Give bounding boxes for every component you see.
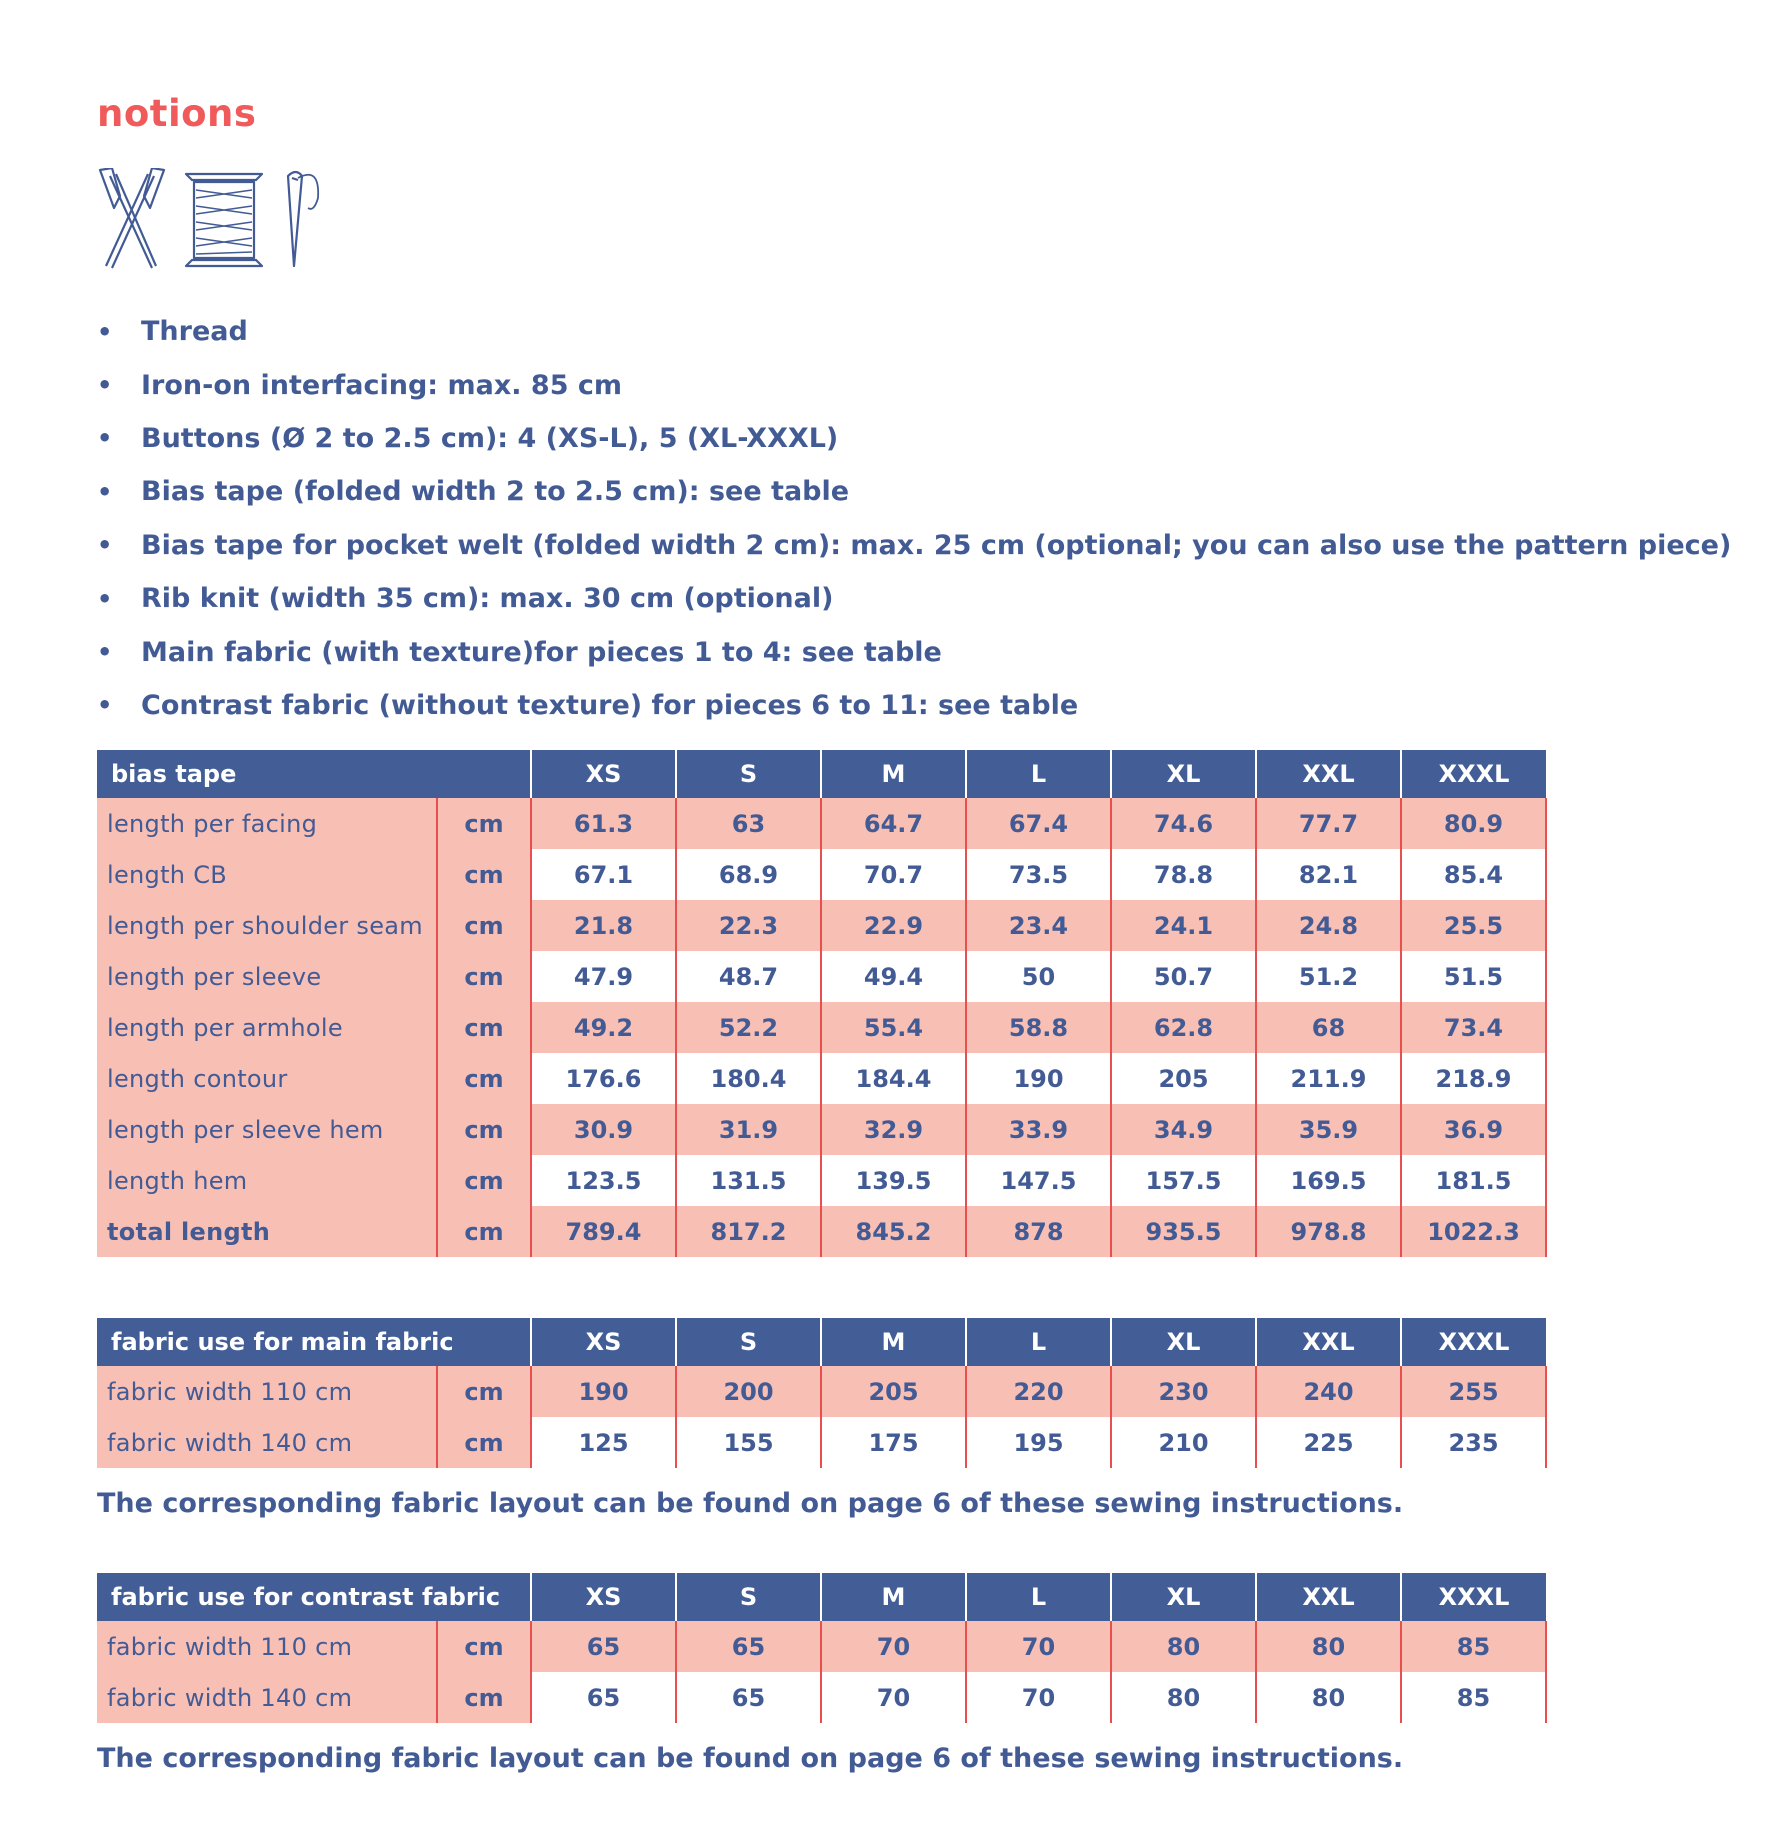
value-cell: 55.4: [821, 1002, 966, 1053]
table-row: [97, 1417, 1546, 1468]
value-cell: 50.7: [1111, 951, 1256, 1002]
value-cell: 210: [1111, 1417, 1256, 1468]
value-cell: 190: [531, 1366, 676, 1417]
table-row: [97, 951, 1546, 1002]
size-header: M: [821, 1573, 966, 1621]
value-cell: 180.4: [676, 1053, 821, 1104]
value-cell: 789.4: [531, 1206, 676, 1257]
value-cell: 70: [821, 1672, 966, 1723]
table-row: [97, 1053, 1546, 1104]
size-header: S: [676, 750, 821, 798]
row-unit: cm: [437, 1155, 531, 1206]
value-cell: 176.6: [531, 1053, 676, 1104]
row-unit: cm: [437, 1366, 531, 1417]
value-cell: 80.9: [1401, 798, 1546, 849]
value-cell: 80: [1111, 1621, 1256, 1672]
table-row: [97, 1155, 1546, 1206]
value-cell: 33.9: [966, 1104, 1111, 1155]
value-cell: 70.7: [821, 849, 966, 900]
size-header: L: [966, 1573, 1111, 1621]
table-row: [97, 1366, 1546, 1417]
main-fabric-note: The corresponding fabric layout can be found on page 6 of these sewing instructions.: [97, 1488, 1404, 1519]
value-cell: 175: [821, 1417, 966, 1468]
size-header: XXXL: [1401, 1573, 1546, 1621]
notion-item: [97, 358, 1731, 411]
table-row: [97, 1002, 1546, 1053]
row-label: length contour: [97, 1053, 437, 1104]
value-cell: 31.9: [676, 1104, 821, 1155]
row-unit: cm: [437, 1053, 531, 1104]
row-label: length per shoulder seam: [97, 900, 437, 951]
value-cell: 190: [966, 1053, 1111, 1104]
size-header: XXL: [1256, 1573, 1401, 1621]
value-cell: 1022.3: [1401, 1206, 1546, 1257]
needle-icon: [288, 172, 318, 266]
notion-item: [97, 305, 1731, 358]
notion-item: [97, 679, 1731, 732]
value-cell: 49.2: [531, 1002, 676, 1053]
size-header: XXL: [1256, 750, 1401, 798]
value-cell: 70: [966, 1672, 1111, 1723]
table-header-row: [97, 750, 1546, 798]
bullet: •: [97, 317, 113, 346]
value-cell: 70: [966, 1621, 1111, 1672]
value-cell: 73.4: [1401, 1002, 1546, 1053]
size-header: S: [676, 1573, 821, 1621]
value-cell: 85: [1401, 1621, 1546, 1672]
value-cell: 85: [1401, 1672, 1546, 1723]
notion-item: [97, 412, 1731, 465]
value-cell: 157.5: [1111, 1155, 1256, 1206]
row-label: fabric width 110 cm: [97, 1621, 437, 1672]
size-header: L: [966, 1318, 1111, 1366]
table-row: [97, 798, 1546, 849]
value-cell: 195: [966, 1417, 1111, 1468]
bullet: •: [97, 424, 113, 453]
value-cell: 21.8: [531, 900, 676, 951]
table-header-row: [97, 1573, 1546, 1621]
row-unit: cm: [437, 1621, 531, 1672]
table-row: [97, 900, 1546, 951]
table-row: [97, 1104, 1546, 1155]
value-cell: 184.4: [821, 1053, 966, 1104]
notion-text: Bias tape for pocket welt (folded width 2 cm): max. 25 cm (optional; you can also use the pattern piece): [141, 529, 1732, 561]
value-cell: 24.8: [1256, 900, 1401, 951]
size-header: XL: [1111, 1573, 1256, 1621]
table-title: fabric use for main fabric: [97, 1318, 531, 1366]
value-cell: 49.4: [821, 951, 966, 1002]
scissors-icon: [100, 168, 164, 268]
bullet: •: [97, 691, 113, 720]
notions-icons: [94, 168, 354, 278]
table-title: fabric use for contrast fabric: [97, 1573, 531, 1621]
value-cell: 80: [1256, 1672, 1401, 1723]
bias-tape-table: [97, 750, 1547, 1257]
size-header: L: [966, 750, 1111, 798]
notion-item: [97, 519, 1731, 572]
table-header-row: [97, 1318, 1546, 1366]
value-cell: 235: [1401, 1417, 1546, 1468]
row-unit: cm: [437, 951, 531, 1002]
value-cell: 32.9: [821, 1104, 966, 1155]
notion-text: Rib knit (width 35 cm): max. 30 cm (optional): [141, 583, 834, 615]
bullet: •: [97, 531, 113, 560]
notion-item: [97, 625, 1731, 678]
value-cell: 67.1: [531, 849, 676, 900]
value-cell: 51.5: [1401, 951, 1546, 1002]
value-cell: 240: [1256, 1366, 1401, 1417]
value-cell: 47.9: [531, 951, 676, 1002]
size-header: XL: [1111, 1318, 1256, 1366]
value-cell: 25.5: [1401, 900, 1546, 951]
value-cell: 817.2: [676, 1206, 821, 1257]
value-cell: 64.7: [821, 798, 966, 849]
notion-text: Buttons (Ø 2 to 2.5 cm): 4 (XS-L), 5 (XL-XXXL): [141, 422, 839, 454]
value-cell: 230: [1111, 1366, 1256, 1417]
table-row: [97, 849, 1546, 900]
row-label: fabric width 140 cm: [97, 1417, 437, 1468]
row-label: length hem: [97, 1155, 437, 1206]
row-unit: cm: [437, 1206, 531, 1257]
value-cell: 155: [676, 1417, 821, 1468]
value-cell: 65: [676, 1621, 821, 1672]
value-cell: 978.8: [1256, 1206, 1401, 1257]
main-fabric-table: [97, 1318, 1547, 1468]
value-cell: 73.5: [966, 849, 1111, 900]
value-cell: 62.8: [1111, 1002, 1256, 1053]
notion-item: [97, 572, 1731, 625]
value-cell: 61.3: [531, 798, 676, 849]
size-header: XL: [1111, 750, 1256, 798]
value-cell: 169.5: [1256, 1155, 1401, 1206]
value-cell: 65: [531, 1621, 676, 1672]
row-label: length per sleeve hem: [97, 1104, 437, 1155]
value-cell: 24.1: [1111, 900, 1256, 951]
notion-text: Bias tape (folded width 2 to 2.5 cm): see table: [141, 476, 850, 508]
value-cell: 70: [821, 1621, 966, 1672]
value-cell: 123.5: [531, 1155, 676, 1206]
contrast-fabric-table: [97, 1573, 1547, 1723]
size-header: XS: [531, 1318, 676, 1366]
value-cell: 50: [966, 951, 1111, 1002]
value-cell: 22.9: [821, 900, 966, 951]
value-cell: 80: [1111, 1672, 1256, 1723]
value-cell: 211.9: [1256, 1053, 1401, 1104]
row-label: length CB: [97, 849, 437, 900]
bullet: •: [97, 584, 113, 613]
value-cell: 125: [531, 1417, 676, 1468]
table-row: [97, 1672, 1546, 1723]
notions-list: [97, 305, 1731, 732]
notion-item: [97, 465, 1731, 518]
notion-text: Contrast fabric (without texture) for pieces 6 to 11: see table: [141, 689, 1079, 721]
value-cell: 878: [966, 1206, 1111, 1257]
size-header: M: [821, 1318, 966, 1366]
value-cell: 67.4: [966, 798, 1111, 849]
contrast-fabric-note: The corresponding fabric layout can be found on page 6 of these sewing instructions.: [97, 1743, 1404, 1774]
value-cell: 845.2: [821, 1206, 966, 1257]
row-label: length per armhole: [97, 1002, 437, 1053]
value-cell: 200: [676, 1366, 821, 1417]
row-label: total length: [97, 1206, 437, 1257]
size-header: XXL: [1256, 1318, 1401, 1366]
row-unit: cm: [437, 849, 531, 900]
value-cell: 131.5: [676, 1155, 821, 1206]
value-cell: 68: [1256, 1002, 1401, 1053]
value-cell: 23.4: [966, 900, 1111, 951]
table-title: bias tape: [97, 750, 531, 798]
page-title: notions: [97, 92, 257, 135]
thread-spool-icon: [186, 174, 262, 266]
value-cell: 205: [1111, 1053, 1256, 1104]
value-cell: 74.6: [1111, 798, 1256, 849]
size-header: XS: [531, 750, 676, 798]
row-unit: cm: [437, 900, 531, 951]
value-cell: 139.5: [821, 1155, 966, 1206]
row-unit: cm: [437, 1417, 531, 1468]
size-header: XS: [531, 1573, 676, 1621]
row-unit: cm: [437, 1672, 531, 1723]
row-unit: cm: [437, 1104, 531, 1155]
size-header: XXXL: [1401, 750, 1546, 798]
value-cell: 65: [531, 1672, 676, 1723]
value-cell: 35.9: [1256, 1104, 1401, 1155]
value-cell: 51.2: [1256, 951, 1401, 1002]
bullet: •: [97, 638, 113, 667]
value-cell: 147.5: [966, 1155, 1111, 1206]
value-cell: 218.9: [1401, 1053, 1546, 1104]
value-cell: 52.2: [676, 1002, 821, 1053]
value-cell: 65: [676, 1672, 821, 1723]
row-unit: cm: [437, 1002, 531, 1053]
row-label: length per sleeve: [97, 951, 437, 1002]
value-cell: 48.7: [676, 951, 821, 1002]
value-cell: 30.9: [531, 1104, 676, 1155]
value-cell: 68.9: [676, 849, 821, 900]
value-cell: 80: [1256, 1621, 1401, 1672]
bullet: •: [97, 477, 113, 506]
size-header: S: [676, 1318, 821, 1366]
table-row: [97, 1206, 1546, 1257]
notion-text: Thread: [141, 316, 248, 348]
value-cell: 82.1: [1256, 849, 1401, 900]
row-label: fabric width 110 cm: [97, 1366, 437, 1417]
value-cell: 77.7: [1256, 798, 1401, 849]
value-cell: 181.5: [1401, 1155, 1546, 1206]
value-cell: 63: [676, 798, 821, 849]
value-cell: 220: [966, 1366, 1111, 1417]
value-cell: 205: [821, 1366, 966, 1417]
notion-text: Iron-on interfacing: max. 85 cm: [141, 369, 623, 401]
value-cell: 225: [1256, 1417, 1401, 1468]
value-cell: 22.3: [676, 900, 821, 951]
value-cell: 58.8: [966, 1002, 1111, 1053]
bullet: •: [97, 371, 113, 400]
value-cell: 935.5: [1111, 1206, 1256, 1257]
value-cell: 85.4: [1401, 849, 1546, 900]
notion-text: Main fabric (with texture)for pieces 1 to 4: see table: [141, 636, 942, 668]
row-unit: cm: [437, 798, 531, 849]
table-row: [97, 1621, 1546, 1672]
value-cell: 36.9: [1401, 1104, 1546, 1155]
row-label: fabric width 140 cm: [97, 1672, 437, 1723]
size-header: M: [821, 750, 966, 798]
value-cell: 34.9: [1111, 1104, 1256, 1155]
value-cell: 78.8: [1111, 849, 1256, 900]
row-label: length per facing: [97, 798, 437, 849]
size-header: XXXL: [1401, 1318, 1546, 1366]
value-cell: 255: [1401, 1366, 1546, 1417]
